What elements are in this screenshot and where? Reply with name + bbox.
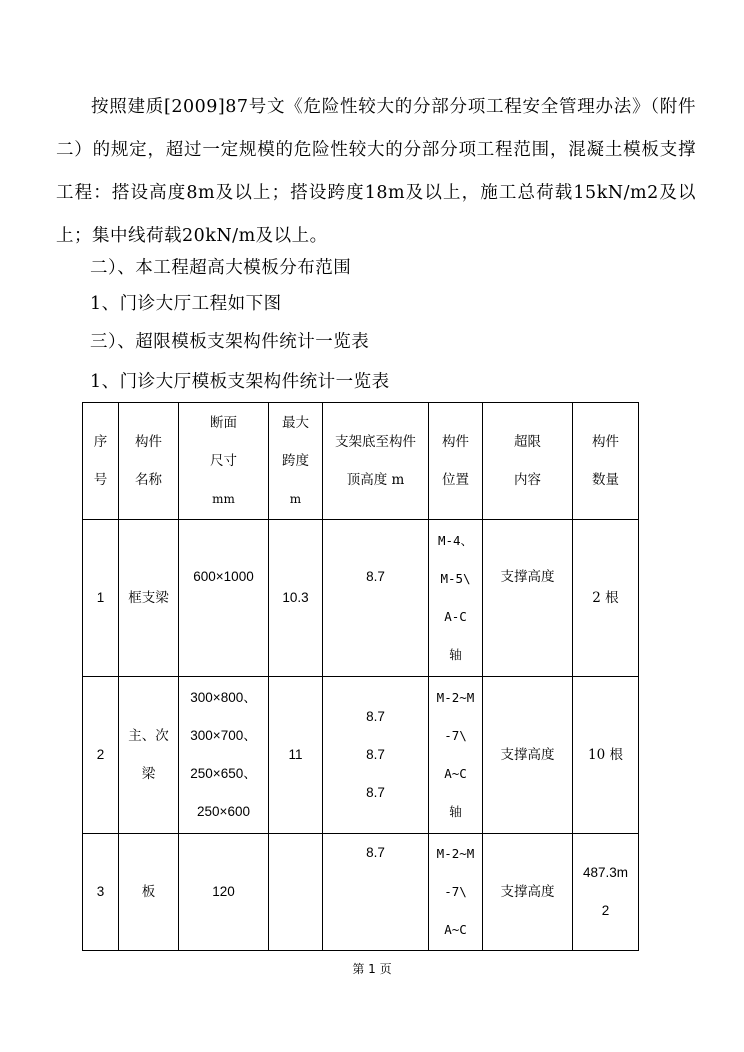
cell-span: 11 <box>269 677 323 834</box>
cell-height: 8.7 8.7 8.7 <box>323 677 429 834</box>
cell-qty: 2 根 <box>573 520 639 677</box>
header-qty: 构件 数量 <box>573 403 639 520</box>
cell-section: 120 <box>179 834 269 951</box>
cell-span <box>269 834 323 951</box>
cell-name: 主、次 梁 <box>119 677 179 834</box>
cell-position: M-2~M -7\ A~C <box>429 834 483 951</box>
cell-no: 3 <box>83 834 119 951</box>
header-span: 最大 跨度 m <box>269 403 323 520</box>
header-section: 断面 尺寸 mm <box>179 403 269 520</box>
cell-no: 1 <box>83 520 119 677</box>
header-content: 超限 内容 <box>483 403 573 520</box>
table-row <box>83 834 639 951</box>
cell-name: 框支梁 <box>119 520 179 677</box>
table-header-row <box>83 403 639 520</box>
cell-position: M-2~M -7\ A~C 轴 <box>429 677 483 834</box>
cell-qty: 10 根 <box>573 677 639 834</box>
cell-section: 300×800、 300×700、 250×650、 250×600 <box>179 677 269 834</box>
cell-position: M-4、 M-5\ A-C 轴 <box>429 520 483 677</box>
table-row <box>83 520 639 677</box>
header-height: 支架底至构件 顶高度 m <box>323 403 429 520</box>
cell-qty: 487.3m 2 <box>573 834 639 951</box>
cell-content: 支撑高度 <box>483 834 573 951</box>
table-row <box>83 677 639 834</box>
header-position: 构件 位置 <box>429 403 483 520</box>
header-name: 构件 名称 <box>119 403 179 520</box>
cell-content: 支撑高度 <box>483 520 573 677</box>
cell-name: 板 <box>119 834 179 951</box>
section-heading-2: 二）、本工程超高大模板分布范围 <box>90 258 352 278</box>
cell-no: 2 <box>83 677 119 834</box>
section-heading-3: 三）、超限模板支架构件统计一览表 <box>90 332 370 352</box>
component-statistics-table <box>82 402 639 951</box>
page-number: 第 1 页 <box>352 962 392 976</box>
subsection-3-1: 1、门诊大厅模板支架构件统计一览表 <box>90 372 390 392</box>
intro-paragraph: 按照建质[2009]87号文《危险性较大的分部分项工程安全管理办法》（附件二）的规定，超过一定规模的危险性较大的分部分项工程范围，混凝土模板支撑工程：搭设高度8m及以上；搭设跨度18m及以上，施工总荷载15kN/m2及以上；集中线荷载20kN/m及以上。 <box>56 97 696 246</box>
header-no: 序 号 <box>83 403 119 520</box>
subsection-2-1: 1、门诊大厅工程如下图 <box>90 294 282 314</box>
cell-height: 8.7 <box>323 834 429 951</box>
cell-content: 支撑高度 <box>483 677 573 834</box>
cell-span: 10.3 <box>269 520 323 677</box>
cell-section: 600×1000 <box>179 520 269 677</box>
cell-height: 8.7 <box>323 520 429 677</box>
